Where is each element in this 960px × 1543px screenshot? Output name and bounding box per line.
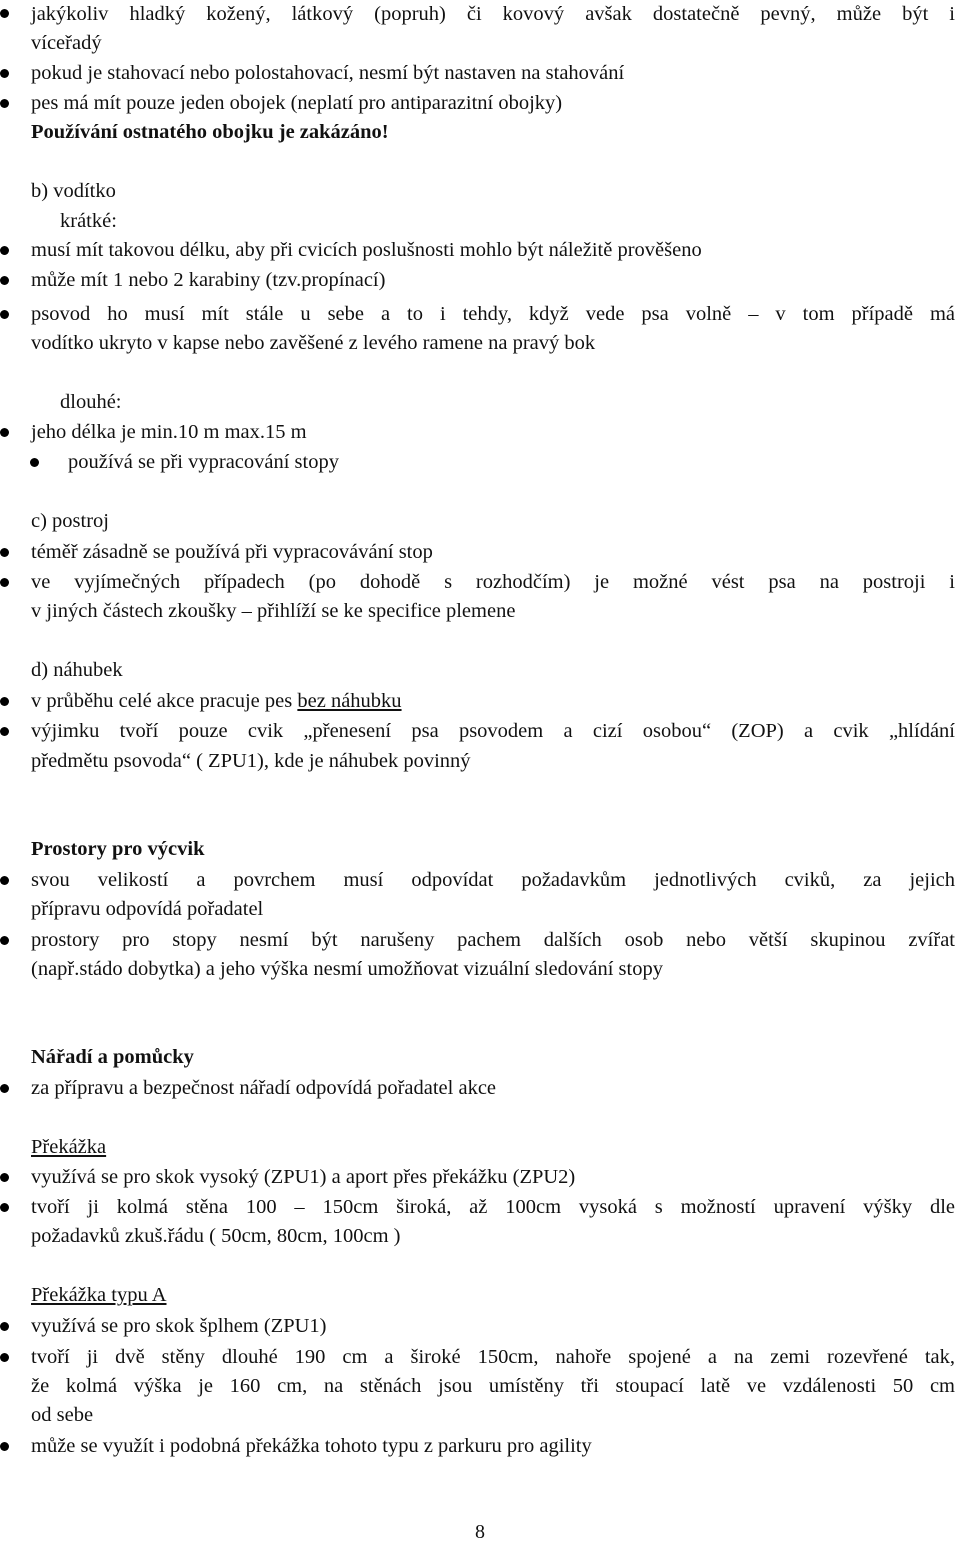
collar-bullet-3: pes má mít pouze jeden obojek (neplatí pro antiparazitní obojky)	[31, 92, 563, 114]
tools-bullet-1: za přípravu a bezpečnost nářadí odpovídá pořadatel akce	[31, 1077, 497, 1099]
leash-short-label: krátké:	[60, 210, 117, 232]
obstacle-a-bullet-2-cont2: od sebe	[31, 1404, 94, 1426]
obstacle-bullet-1: využívá se pro skok vysoký (ZPU1) a aport přes překážku (ZPU2)	[31, 1166, 576, 1188]
bullet-icon	[0, 1442, 9, 1451]
bullet-icon	[0, 99, 9, 108]
obstacle-a-bullet-2-cont: že kolmá výška je 160 cm, na stěnách jsou umístěny tři stoupací latě ve vzdálenosti 50 cm	[31, 1375, 955, 1397]
collar-bullet-1-cont: víceřadý	[31, 32, 102, 54]
collar-bullet-2: pokud je stahovací nebo polostahovací, nesmí být nastaven na stahování	[31, 62, 625, 84]
section-heading-obstacle-a: Překážka typu A	[31, 1284, 167, 1306]
bullet-icon	[0, 1173, 9, 1182]
collar-bullet-1: jakýkoliv hladký kožený, látkový (popruh) či kovový avšak dostatečně pevný, může být i	[31, 3, 955, 25]
bullet-icon	[0, 548, 9, 557]
training-area-bullet-1-cont: přípravu odpovídá pořadatel	[31, 898, 264, 920]
obstacle-a-bullet-2: tvoří ji dvě stěny dlouhé 190 cm a široké 150cm, nahoře spojené a na zemi rozevřené tak,	[31, 1346, 955, 1368]
obstacle-a-bullet-3: může se využít i podobná překážka tohoto typu z parkuru pro agility	[31, 1435, 592, 1457]
muzzle-bullet-1-emphasis: bez náhubku	[297, 690, 402, 712]
harness-bullet-2-cont: v jiných částech zkoušky – přihlíží se ke specifice plemene	[31, 600, 516, 622]
bullet-icon	[0, 310, 9, 319]
bullet-icon	[0, 1203, 9, 1212]
muzzle-bullet-1	[31, 687, 955, 717]
training-area-bullet-2-cont: (např.stádo dobytka) a jeho výška nesmí umožňovat vizuální sledování stopy	[31, 958, 663, 980]
obstacle-bullet-2: tvoří ji kolmá stěna 100 – 150cm široká, až 100cm vysoká s možností upravení výšky dle	[31, 1196, 955, 1218]
training-area-bullet-1: svou velikostí a povrchem musí odpovídat požadavkům jednotlivých cviků, za jejich	[31, 869, 955, 891]
harness-bullet-1: téměř zásadně se používá při vypracovávání stop	[31, 541, 433, 563]
bullet-icon	[30, 458, 39, 467]
bullet-icon	[0, 428, 9, 437]
section-heading-muzzle: d) náhubek	[31, 659, 123, 681]
section-heading-harness: c) postroj	[31, 510, 109, 532]
leash-short-bullet-3: psovod ho musí mít stále u sebe a to i tehdy, když vede psa volně – v tom případě má	[31, 303, 955, 325]
bullet-icon	[0, 9, 9, 18]
bullet-icon	[0, 697, 9, 706]
leash-long-label: dlouhé:	[60, 391, 122, 413]
bullet-icon	[0, 276, 9, 285]
bullet-icon	[0, 246, 9, 255]
bullet-icon	[0, 1353, 9, 1362]
obstacle-bullet-2-cont: požadavků zkuš.řádu ( 50cm, 80cm, 100cm )	[31, 1225, 401, 1247]
muzzle-bullet-2-cont: předmětu psovoda“ ( ZPU1), kde je náhubek povinný	[31, 750, 471, 772]
bullet-icon	[0, 1084, 9, 1093]
leash-long-bullet-1: jeho délka je min.10 m max.15 m	[31, 421, 307, 443]
page-number: 8	[475, 1521, 485, 1543]
leash-long-bullet-2: používá se při vypracování stopy	[68, 451, 339, 473]
leash-short-bullet-1: musí mít takovou délku, aby při cvicích poslušnosti mohlo být náležitě prověšeno	[31, 239, 702, 261]
training-area-bullet-2: prostory pro stopy nesmí být narušeny pachem dalších osob nebo větší skupinou zvířat	[31, 929, 955, 951]
collar-warning: Používání ostnatého obojku je zakázáno!	[31, 121, 389, 143]
section-heading-leash: b) vodítko	[31, 180, 116, 202]
section-heading-training-area: Prostory pro výcvik	[31, 838, 205, 860]
section-heading-obstacle: Překážka	[31, 1136, 107, 1158]
leash-short-bullet-3-cont: vodítko ukryto v kapse nebo zavěšené z levého ramene na pravý bok	[31, 332, 596, 354]
bullet-icon	[0, 936, 9, 945]
bullet-icon	[0, 876, 9, 885]
muzzle-bullet-1-text: v průběhu celé akce pracuje pes	[31, 690, 298, 712]
section-heading-tools: Nářadí a pomůcky	[31, 1046, 194, 1068]
obstacle-a-bullet-1: využívá se pro skok šplhem (ZPU1)	[31, 1315, 327, 1337]
bullet-icon	[0, 1322, 9, 1331]
leash-short-bullet-2: může mít 1 nebo 2 karabiny (tzv.propínací)	[31, 269, 386, 291]
harness-bullet-2: ve vyjímečných případech (po dohodě s rozhodčím) je možné vést psa na postroji i	[31, 571, 955, 593]
bullet-icon	[0, 69, 9, 78]
bullet-icon	[0, 578, 9, 587]
bullet-icon	[0, 727, 9, 736]
muzzle-bullet-2: výjimku tvoří pouze cvik „přenesení psa psovodem a cizí osobou“ (ZOP) a cvik „hlídání	[31, 720, 955, 742]
